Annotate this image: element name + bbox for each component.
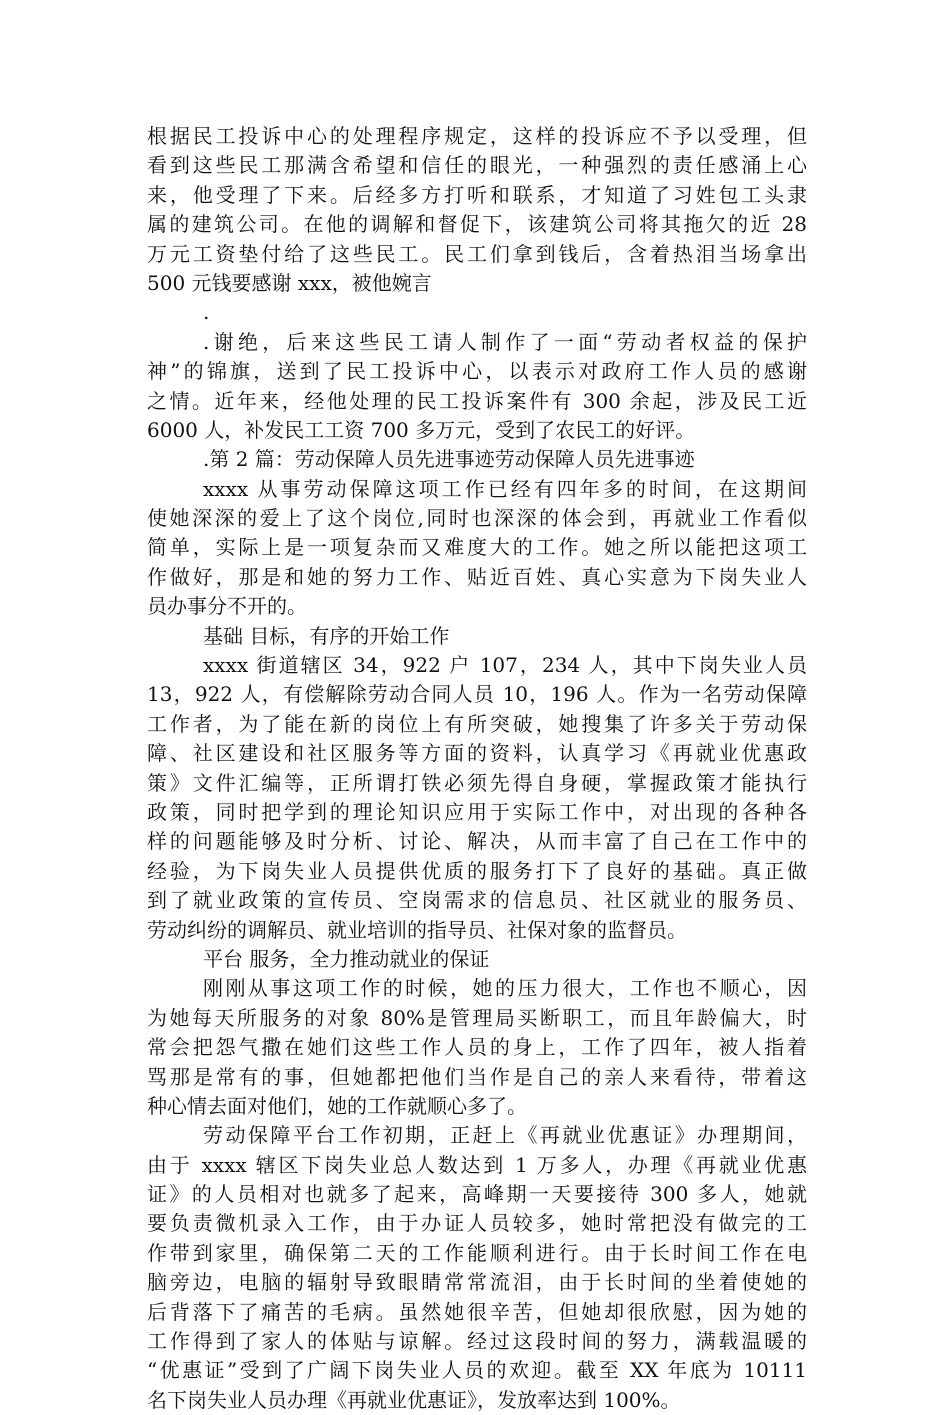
text-line: 障、社区建设和社区服务等方面的资料，认真学习《再就业优惠政 (147, 741, 807, 766)
text-line: 要负责微机录入工作，由于办证人员较多，她时常把没有做完的工 (147, 1211, 807, 1236)
text-line: 员办事分不开的。 (147, 594, 307, 619)
text-line: 6000 人，补发民工工资 700 多万元，受到了农民工的好评。 (147, 417, 696, 442)
paragraph-first-line: 刚刚从事这项工作的时候，她的压力很大，工作也不顺心，因 (203, 976, 807, 1001)
text-line: 来，他受理了下来。后经多方打听和联系，才知道了习姓包工头隶 (147, 182, 807, 207)
text-line: 万元工资垫付给了这些民工。民工们拿到钱后，含着热泪当场拿出 (147, 241, 807, 266)
text-line: 工作得到了家人的体贴与谅解。经过这段时间的努力，满载温暖的 (147, 1329, 807, 1354)
text-line: 为她每天所服务的对象 80%是管理局买断职工，而且年龄偏大，时 (147, 1005, 807, 1030)
text-line: 属的建筑公司。在他的调解和督促下，该建筑公司将其拖欠的近 28 (147, 212, 807, 237)
text-line: 看到这些民工那满含希望和信任的眼光，一种强烈的责任感涌上心 (147, 153, 807, 178)
text-line: 由于 xxxx 辖区下岗失业总人数达到 1 万多人，办理《再就业优惠 (147, 1152, 807, 1177)
text-line: 种心情去面对他们，她的工作就顺心多了。 (147, 1093, 527, 1118)
text-line: 样的问题能够及时分析、讨论、解决，从而丰富了自己在工作中的 (147, 829, 807, 854)
text-line: . (203, 300, 210, 325)
text-line: 作做好，那是和她的努力工作、贴近百姓、真心实意为下岗失业人 (147, 564, 807, 589)
subheading: 基础 目标，有序的开始工作 (203, 623, 450, 648)
text-line: 简单，实际上是一项复杂而又难度大的工作。她之所以能把这项工 (147, 535, 807, 560)
text-line: 经验，为下岗失业人员提供优质的服务打下了良好的基础。真正做 (147, 858, 807, 883)
paragraph-first-line: 劳动保障平台工作初期，正赶上《再就业优惠证》办理期间， (203, 1123, 807, 1148)
text-line: 500 元钱要感谢 xxx，被他婉言 (147, 270, 432, 295)
text-line: 到了就业政策的宣传员、空岗需求的信息员、社区就业的服务员、 (147, 888, 807, 913)
text-line: 脑旁边，电脑的辐射导致眼睛常常流泪，由于长时间的坐着使她的 (147, 1270, 807, 1295)
text-line: 作带到家里，确保第二天的工作能顺利进行。由于长时间工作在电 (147, 1240, 807, 1265)
text-line: “优惠证”受到了广阔下岗失业人员的欢迎。截至 XX 年底为 10111 (147, 1358, 807, 1383)
text-line: 根据民工投诉中心的处理程序规定，这样的投诉应不予以受理，但 (147, 124, 807, 148)
text-line: 工作者，为了能在新的岗位上有所突破，她搜集了许多关于劳动保 (147, 711, 807, 736)
text-line: 常会把怨气撒在她们这些工作人员的身上，工作了四年，被人指着 (147, 1035, 807, 1060)
paragraph-first-line: xxxx 街道辖区 34，922 户 107，234 人，其中下岗失业人员 (203, 653, 807, 678)
text-line: 证》的人员相对也就多了起来，高峰期一天要接待 300 多人，她就 (147, 1182, 807, 1207)
text-line: 之情。近年来，经他处理的民工投诉案件有 300 余起，涉及民工近 (147, 388, 807, 413)
document-body (147, 122, 807, 1415)
text-line: 骂那是常有的事，但她都把他们当作是自己的亲人来看待，带着这 (147, 1064, 807, 1089)
text-line: 策》文件汇编等，正所谓打铁必须先得自身硬，掌握政策才能执行 (147, 770, 807, 795)
subheading: 平台 服务，全力推动就业的保证 (203, 946, 490, 971)
text-line: 劳动纠纷的调解员、就业培训的指导员、社保对象的监督员。 (147, 917, 687, 942)
paragraph-first-line: .谢绝，后来这些民工请人制作了一面“劳动者权益的保护 (203, 329, 807, 354)
text-line: 后背落下了痛苦的毛病。虽然她很辛苦，但她却很欣慰，因为她的 (147, 1299, 807, 1324)
text-line: 名下岗失业人员办理《再就业优惠证》，发放率达到 100%。 (147, 1387, 681, 1412)
text-line: 使她深深的爱上了这个岗位,同时也深深的体会到，再就业工作看似 (147, 506, 807, 531)
text-line: 13，922 人，有偿解除劳动合同人员 10，196 人。作为一名劳动保障 (147, 682, 807, 707)
section-heading: .第 2 篇：劳动保障人员先进事迹劳动保障人员先进事迹 (203, 447, 695, 472)
paragraph-first-line: xxxx 从事劳动保障这项工作已经有四年多的时间，在这期间 (203, 476, 807, 501)
text-line: 政策，同时把学到的理论知识应用于实际工作中，对出现的各种各 (147, 799, 807, 824)
text-line: 神”的锦旗，送到了民工投诉中心，以表示对政府工作人员的感谢 (147, 359, 807, 384)
